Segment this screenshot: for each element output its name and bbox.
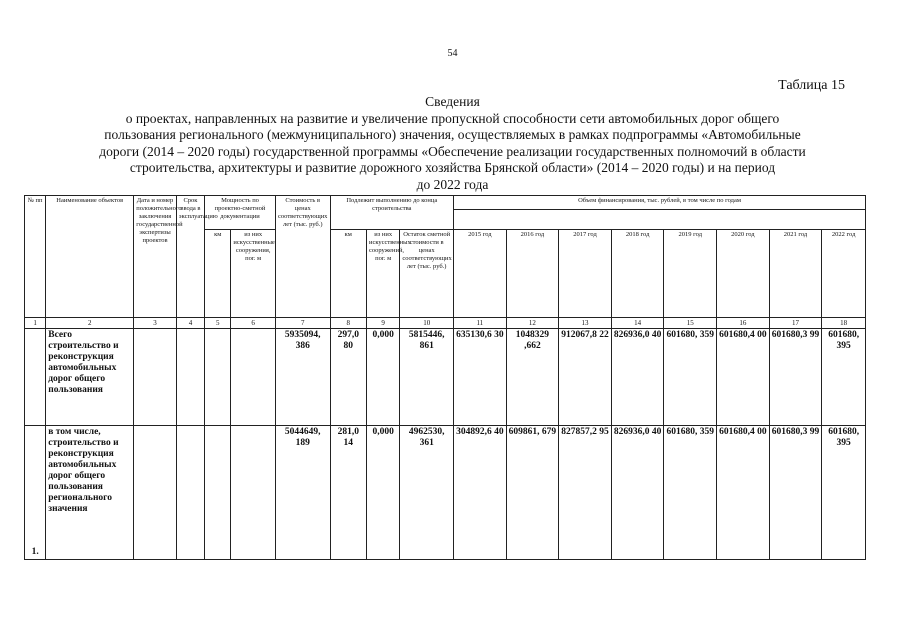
column-number: 12: [506, 318, 559, 329]
header-year: 2017 год: [559, 230, 612, 318]
row-year-value: 601680, 359: [664, 329, 717, 426]
heading-line: о проектах, направленных на развитие и увеличение пропускной способности сети автомобильных дорог общего: [125, 110, 780, 126]
header-rem-km: км: [330, 230, 366, 318]
header-year: 2021 год: [769, 230, 822, 318]
row-name: в том числе, строительство и реконструкция автомобильных дорог общего пользования регионального значения: [46, 426, 134, 560]
row-art: 0,000: [366, 426, 399, 560]
header-financing: Объем финансирования, тыс. рублей, в том числе по годам: [454, 196, 866, 210]
row-year-value: 304892,6 40: [454, 426, 507, 560]
column-number: 4: [176, 318, 204, 329]
header-capacity: Мощность по проектно-сметной документации: [205, 196, 276, 230]
header-year: 2015 год: [454, 230, 507, 318]
row-year-value: 635130,6 30: [454, 329, 507, 426]
column-number: 10: [400, 318, 454, 329]
row-date: [134, 329, 177, 426]
row-year-value: 827857,2 95: [559, 426, 612, 560]
header-date: Дата и номер положительного заключения государственной экспертизы проектов: [134, 196, 177, 318]
row-cap-art: [231, 426, 276, 560]
column-number: 15: [664, 318, 717, 329]
row-km: 297,0 80: [330, 329, 366, 426]
row-year-value: 1048329 ,662: [506, 329, 559, 426]
column-number: 8: [330, 318, 366, 329]
column-number: 3: [134, 318, 177, 329]
column-number: 6: [231, 318, 276, 329]
row-year-value: 601680,3 99: [769, 426, 822, 560]
header-cap-art: из них искусственные сооружения, пог. м: [231, 230, 276, 318]
header-year: 2020 год: [717, 230, 770, 318]
header-cap-km: км: [205, 230, 231, 318]
column-number: 9: [366, 318, 399, 329]
header-year: 2016 год: [506, 230, 559, 318]
header-rem-cost: Остаток сметной стоимости в ценах соответствующих лет (тыс. руб.): [400, 230, 454, 318]
row-year-value: 601680, 359: [664, 426, 717, 560]
row-index: 1.: [25, 426, 46, 560]
heading-line: до 2022 года: [416, 176, 489, 192]
row-year-value: 912067,8 22: [559, 329, 612, 426]
row-year-value: 826936,0 40: [611, 329, 664, 426]
column-number: 11: [454, 318, 507, 329]
document-heading: [40, 94, 865, 193]
header-no: № пп: [25, 196, 46, 318]
row-cap-km: [205, 329, 231, 426]
table-label: Таблица 15: [778, 78, 845, 93]
header-name: Наименование объектов: [46, 196, 134, 318]
row-year-value: 601680,4 00: [717, 329, 770, 426]
column-number: 17: [769, 318, 822, 329]
row-year-value: 601680,4 00: [717, 426, 770, 560]
table-row: [25, 329, 866, 426]
column-number: 13: [559, 318, 612, 329]
page-number: 54: [447, 48, 458, 59]
row-term: [176, 426, 204, 560]
column-number: 1: [25, 318, 46, 329]
row-index: [25, 329, 46, 426]
row-km: 281,0 14: [330, 426, 366, 560]
row-cap-art: [231, 329, 276, 426]
projects-table: [24, 195, 866, 560]
header-year: 2019 год: [664, 230, 717, 318]
row-cost: 5935094, 386: [275, 329, 330, 426]
header-year: 2022 год: [822, 230, 866, 318]
header-financing-spacer: [454, 210, 866, 230]
row-name: Всего строительство и реконструкция автомобильных дорог общего пользования: [46, 329, 134, 426]
heading-line: строительства, архитектуры и развитие дорожного хозяйства Брянской области» (2014 – 2020 годы) и на период: [129, 160, 776, 175]
row-cost: 5044649, 189: [275, 426, 330, 560]
row-term: [176, 329, 204, 426]
column-number: 18: [822, 318, 866, 329]
column-number: 16: [717, 318, 770, 329]
row-date: [134, 426, 177, 560]
row-rem-cost: 5815446, 861: [400, 329, 454, 426]
row-year-value: 601680,3 99: [769, 329, 822, 426]
row-year-value: 601680, 395: [822, 329, 866, 426]
heading-line: пользования регионального (межмуниципального) значения, осуществляемых в рамках подпрограммы «Автомобильные: [104, 127, 801, 142]
column-number: 14: [611, 318, 664, 329]
header-cost: Стоимость в ценах соответствующих лет (тыс. руб.): [275, 196, 330, 318]
heading-title: Сведения: [425, 94, 480, 109]
table-row: [25, 426, 866, 560]
column-number: 7: [275, 318, 330, 329]
row-art: 0,000: [366, 329, 399, 426]
header-remaining: Подлежит выполнению до конца строительства: [330, 196, 453, 230]
row-year-value: 609861, 679: [506, 426, 559, 560]
column-number: 5: [205, 318, 231, 329]
header-year: 2018 год: [611, 230, 664, 318]
row-year-value: 826936,0 40: [611, 426, 664, 560]
heading-line: дороги (2014 – 2020 годы) государственной программы «Обеспечение реализации государственных полномочий в области: [99, 143, 806, 159]
column-number: 2: [46, 318, 134, 329]
row-rem-cost: 4962530, 361: [400, 426, 454, 560]
row-year-value: 601680, 395: [822, 426, 866, 560]
header-rem-art: из них искусственных сооружений, пог. м: [366, 230, 399, 318]
row-cap-km: [205, 426, 231, 560]
header-term: Срок ввода в эксплуатацию: [176, 196, 204, 318]
